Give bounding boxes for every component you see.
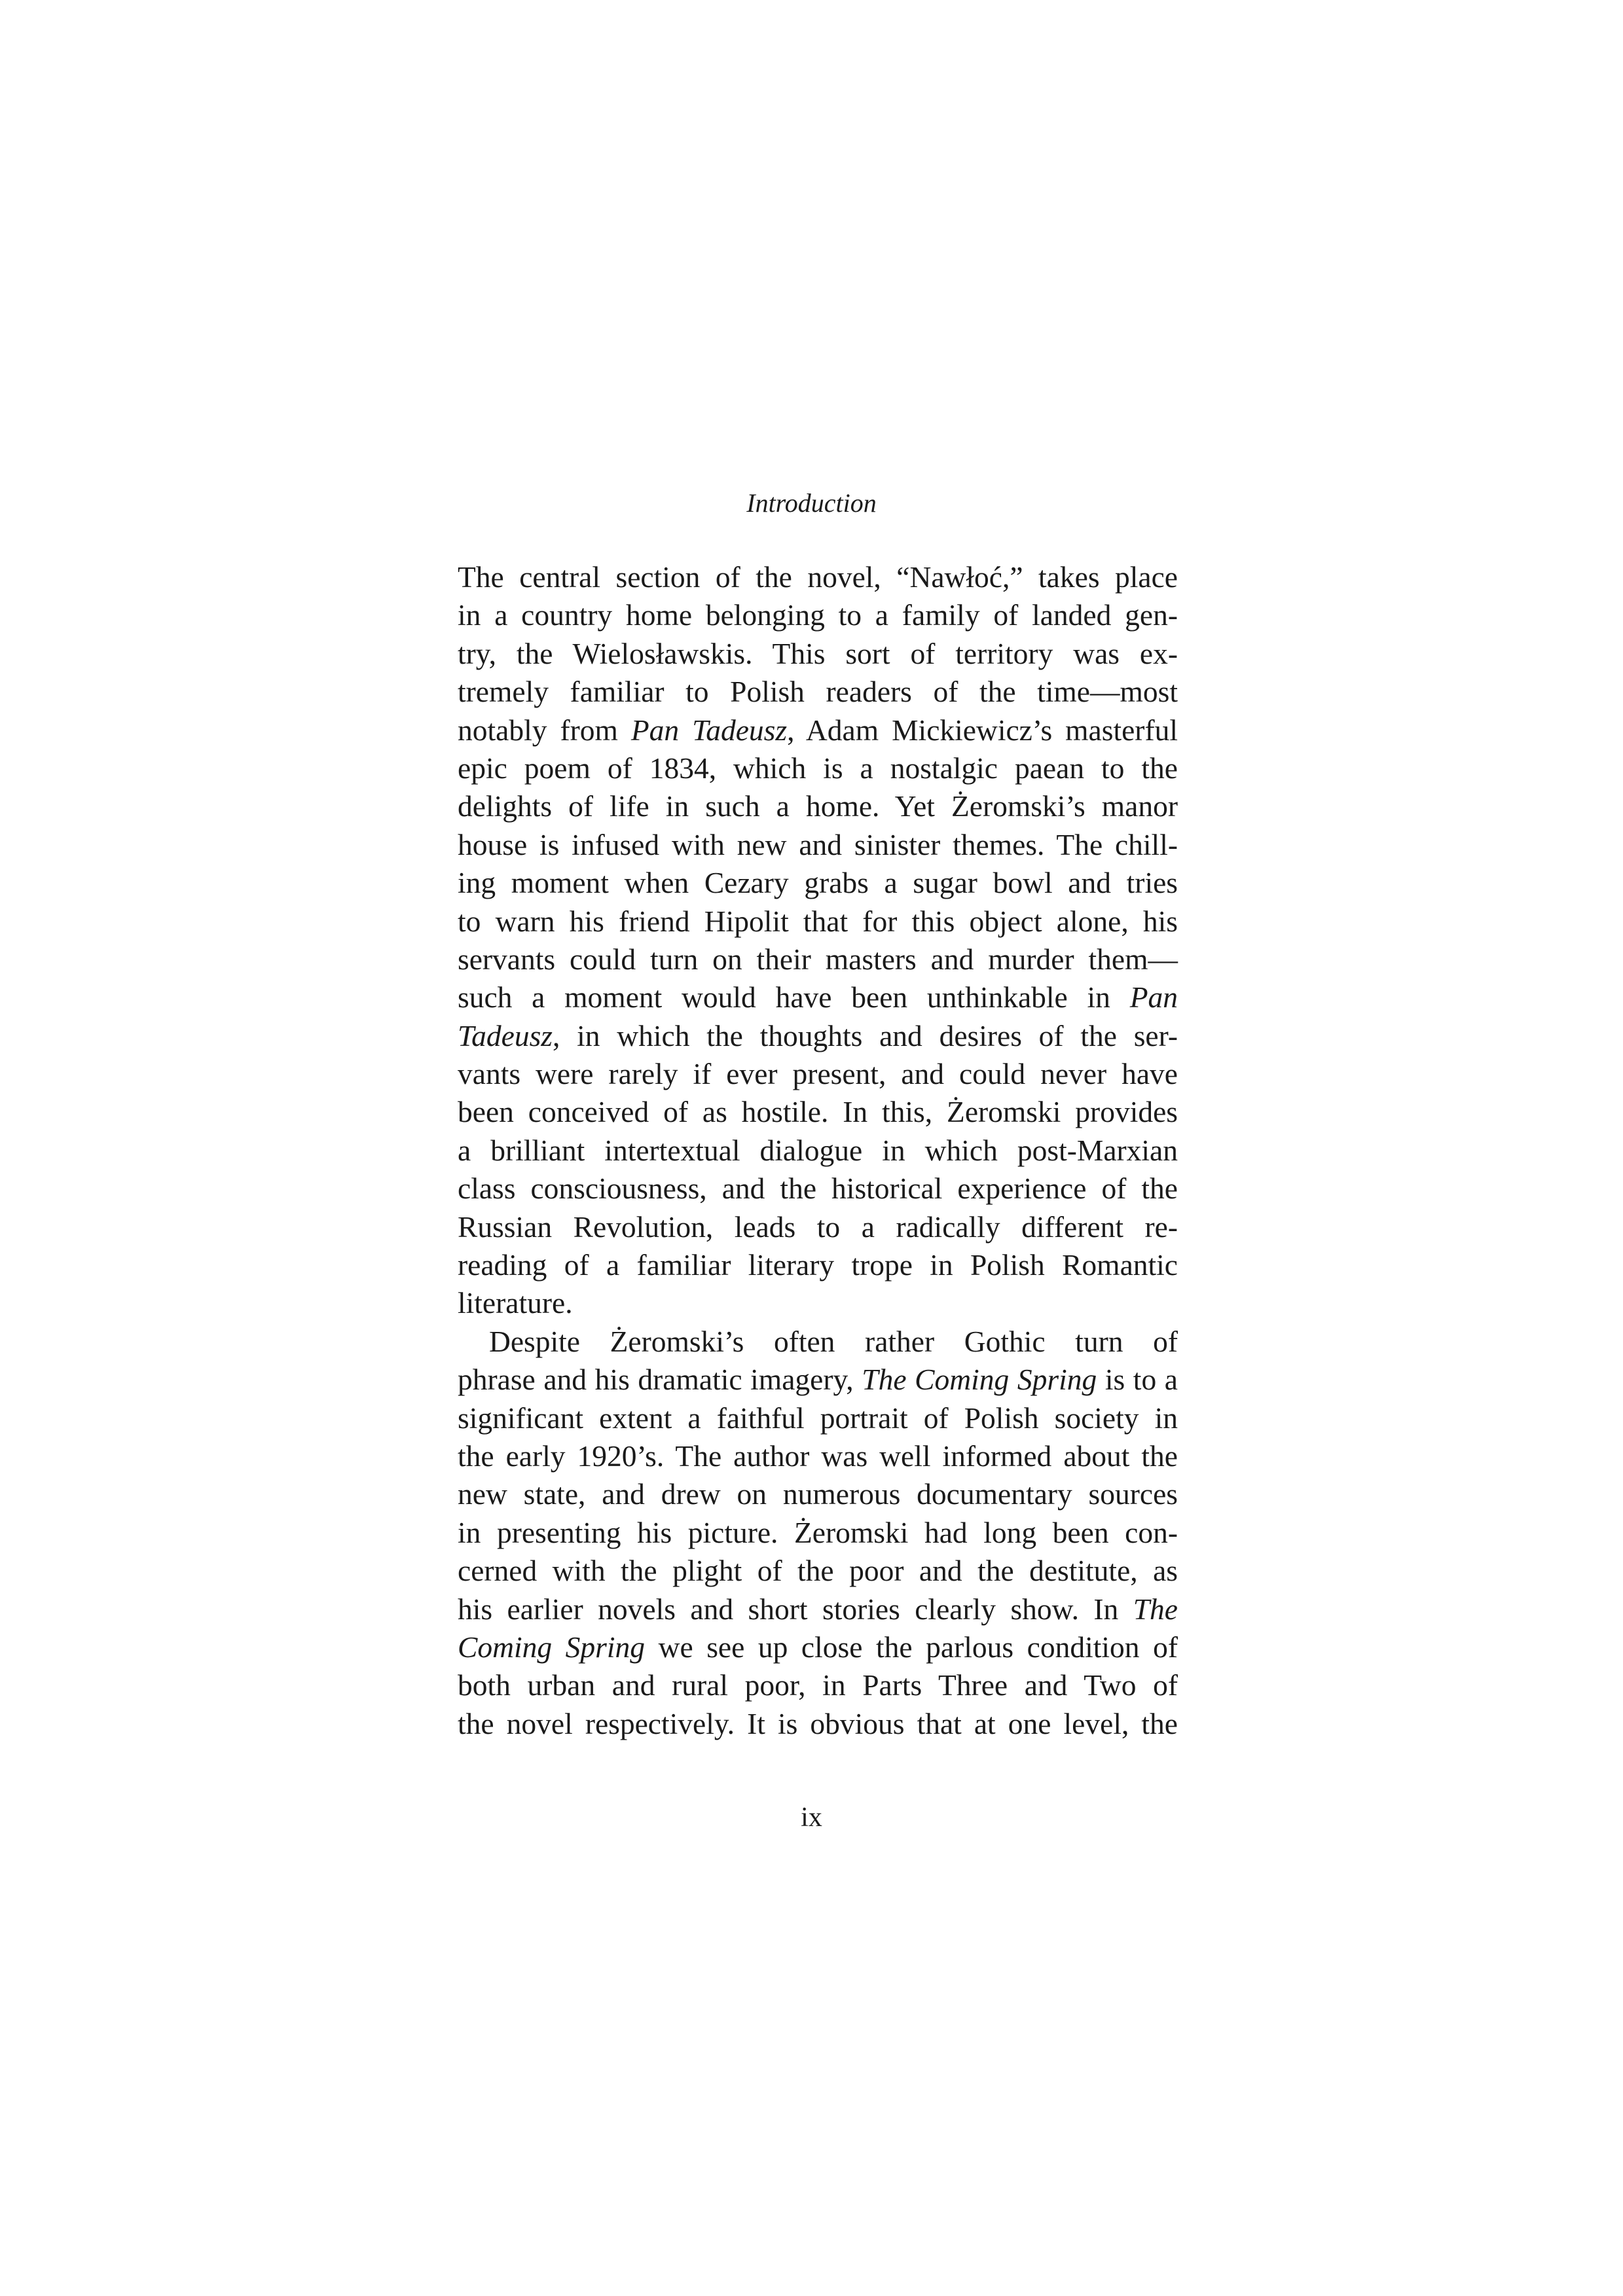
line-text: , in which the thoughts and desires of the ser- <box>553 1018 1178 1052</box>
line-text: , Adam Mickiewicz’s masterful <box>787 713 1178 747</box>
line-text: such a moment would have been unthinkable in <box>458 980 1130 1014</box>
italic-title: The Coming Spring <box>862 1363 1097 1397</box>
text-line: new state, and drew on numerous documentary sources <box>458 1477 1178 1511</box>
text-line: Russian Revolution, leads to a radically different re- <box>458 1210 1178 1244</box>
line-text: is to a <box>1097 1363 1178 1397</box>
text-line: been conceived of as hostile. In this, Żeromski provides <box>458 1095 1178 1129</box>
text-line: The central section of the novel, “Nawłoć,” takes place <box>458 560 1178 594</box>
italic-title: Tadeusz <box>458 1018 553 1052</box>
line-text: notably from <box>458 713 631 747</box>
text-line: a brilliant intertextual dialogue in which post-Marxian <box>458 1133 1178 1167</box>
italic-title: Coming Spring <box>458 1630 646 1664</box>
text-line: in presenting his picture. Żeromski had long been con- <box>458 1515 1178 1549</box>
body-text <box>458 558 1178 1743</box>
text-line: vants were rarely if ever present, and could never have <box>458 1057 1178 1091</box>
text-line: try, the Wielosławskis. This sort of territory was ex- <box>458 636 1178 670</box>
line-text: his earlier novels and short stories clearly show. In <box>458 1592 1133 1626</box>
line-text: we see up close the parlous condition of <box>645 1630 1178 1664</box>
text-line: both urban and rural poor, in Parts Three and Two of <box>458 1668 1178 1702</box>
text-line: significant extent a faithful portrait of Polish society in <box>458 1401 1178 1435</box>
running-header: Introduction <box>746 488 877 518</box>
text-line: to warn his friend Hipolit that for this object alone, his <box>458 904 1178 938</box>
text-line: the novel respectively. It is obvious that at one level, the <box>458 1706 1178 1740</box>
text-line: in a country home belonging to a family of landed gen- <box>458 598 1178 632</box>
text-line: house is infused with new and sinister themes. The chill- <box>458 827 1178 861</box>
line-text: phrase and his dramatic imagery, <box>458 1363 862 1397</box>
text-line: cerned with the plight of the poor and the destitute, as <box>458 1554 1178 1588</box>
text-line <box>458 1628 1178 1666</box>
text-line <box>458 1590 1178 1628</box>
text-line: tremely familiar to Polish readers of the time—most <box>458 675 1178 709</box>
text-line: literature. <box>458 1286 573 1320</box>
italic-title: Pan Tadeusz <box>630 713 788 747</box>
text-line: ing moment when Cezary grabs a sugar bowl and tries <box>458 866 1178 900</box>
text-line <box>458 1017 1178 1055</box>
page-number: ix <box>801 1803 822 1833</box>
italic-title: The <box>1133 1592 1178 1626</box>
text-line: servants could turn on their masters and murder them— <box>458 942 1178 976</box>
text-line <box>458 978 1178 1016</box>
text-line <box>458 711 1178 749</box>
text-line: the early 1920’s. The author was well informed about the <box>458 1439 1178 1473</box>
text-line: class consciousness, and the historical experience of the <box>458 1172 1178 1206</box>
text-line: delights of life in such a home. Yet Żeromski’s manor <box>458 789 1178 823</box>
italic-title: Pan <box>1129 980 1178 1014</box>
text-line: reading of a familiar literary trope in Polish Romantic <box>458 1248 1178 1282</box>
text-line: Despite Żeromski’s often rather Gothic turn of <box>489 1324 1178 1358</box>
text-line <box>458 1361 1178 1399</box>
text-line: epic poem of 1834, which is a nostalgic paean to the <box>458 751 1178 785</box>
